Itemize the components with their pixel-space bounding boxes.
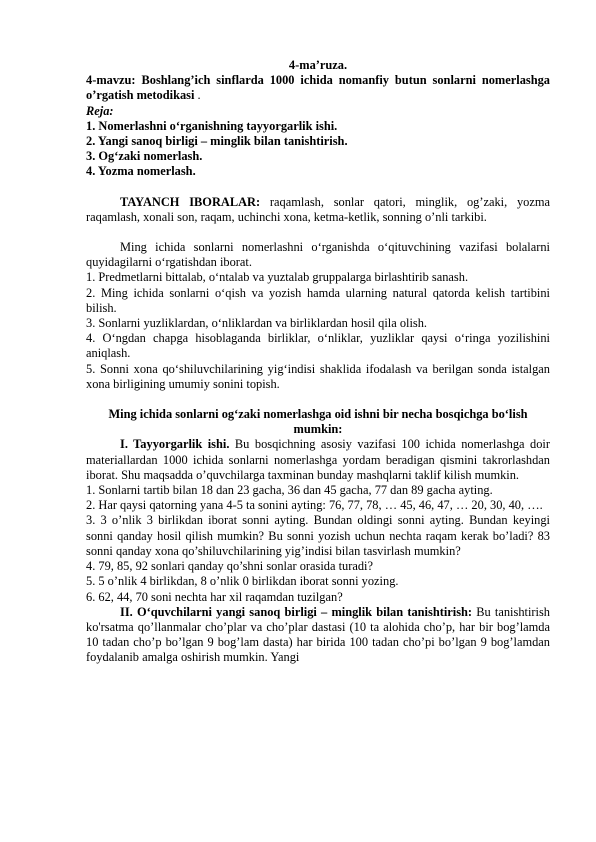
lecture-title: 4-ma’ruza.	[288, 58, 348, 72]
stage2-text: Bu tanishtirish ko'rsatma qo’llanmalar cho’plar va cho’plar dastasi (10 ta alohida cho’p, har bir bog’lamda 10 tadan cho’p bo’lgan 9 bog’lam dasta) har birida 100 tadan cho’pi bo’lgan 9 bog’lamdan foydalanib amalga oshirish mumkin. Yangi	[86, 604, 550, 665]
spacer	[86, 225, 550, 240]
tasks-intro: Ming ichida sonlarni nomerlashni o‘rganishda o‘qituvchining vazifasi bolalarni quyidagilarni o‘rgatishdan iborat.	[86, 240, 550, 270]
stage2-paragraph	[86, 605, 550, 666]
stage1-item: 3. 3 o’nlik 3 birlikdan iborat sonni ayting. Bundan oldingi sonni ayting. Bundan keyingi sonni qanday hosil qilish mumkin? Bu sonni yozish uchun nechta raqam kerak bo’ladi? 83 sonni qanday xona qo’shiluvchilarining yig’indisi bilan tasvirlash mumkin?	[86, 513, 550, 558]
topic-tail: .	[194, 88, 201, 103]
stage1-item: 6. 62, 44, 70 soni nechta har xil raqamdan tuzilgan?	[86, 589, 343, 604]
topic-label: 4-mavzu:	[86, 73, 136, 88]
stage1-item: 2. Har qaysi qatorning yana 4-5 ta sonini ayting: 76, 77, 78, … 45, 46, 47, … 20, 30, 40, ….	[86, 498, 543, 513]
stage1-label: I. Tayyorgarlik ishi.	[120, 437, 230, 452]
stage1-item: 4. 79, 85, 92 sonlari qanday qo’shni sonlar orasida turadi?	[86, 559, 373, 574]
topic-text: Boshlang’ich sinflarda 1000 ichida nomanfiy butun sonlarni nomerlashga o’rgatish metodikasi	[86, 73, 550, 103]
task-item: 1. Predmetlarni bittalab, o‘ntalab va yuztalab gruppalarga birlashtirib sanash.	[86, 270, 469, 285]
task-item: 4. O‘ngdan chapga hisoblaganda birliklar, o‘nliklar, yuzliklar qaysi o‘ringa yozilishini aniqlash.	[86, 331, 550, 361]
plan-item: 3. Og‘zaki nomerlash.	[86, 149, 203, 164]
topic-line	[86, 73, 550, 103]
stages-heading: Ming ichida sonlarni og‘zaki nomerlashga oid ishni bir necha bosqichga bo‘lish mumkin:	[108, 407, 528, 437]
keywords-text: raqamlash, sonlar qatori, minglik, og’zaki, yozma raqamlash, xonali son, raqam, uchinchi xona, ketma-ketlik, sonning o’nli tarkibi.	[86, 194, 551, 224]
keywords-label: TAYANCH IBORALAR:	[120, 194, 261, 209]
task-item: 3. Sonlarni yuzliklardan, o‘nliklardan va birliklardan hosil qila olish.	[86, 316, 428, 331]
stage1-item: 1. Sonlarni tartib bilan 18 dan 23 gacha, 36 dan 45 gacha, 77 dan 89 gacha ayting.	[86, 483, 493, 498]
task-item: 5. Sonni xona qo‘shiluvchilarining yig‘indisi shaklida ifodalash va berilgan sonda istalgan xona birligining umumiy sonini topish.	[86, 361, 550, 391]
plan-item: 1. Nomerlashni o‘rganishning tayyorgarlik ishi.	[86, 118, 338, 133]
plan-label: Reja:	[86, 103, 114, 118]
keywords-paragraph	[86, 195, 550, 225]
plan-item: 2. Yangi sanoq birligi – minglik bilan tanishtirish.	[86, 134, 348, 149]
stage1-paragraph	[86, 437, 550, 483]
task-item: 2. Ming ichida sonlarni o‘qish va yozish hamda ularning natural qatorda kelish tartibini bilish.	[86, 285, 550, 315]
spacer	[86, 392, 550, 407]
plan-item: 4. Yozma nomerlash.	[86, 164, 196, 179]
stage1-item: 5. 5 o’nlik 4 birlikdan, 8 o’nlik 0 birlikdan iborat sonni yozing.	[86, 574, 399, 589]
stage1-text: Bu bosqichning asosiy vazifasi 100 ichida nomerlashga doir materiallardan 1000 ichida sonlarni nomerlashga yordam beradigan qismini takrorlashdan iborat. Shu maqsadda o’quvchilarga taxminan bunday mashqlarni taklif kilish mumkin.	[86, 437, 550, 482]
stage2-label: II. O‘quvchilarni yangi sanoq birligi – minglik bilan tanishtirish:	[120, 604, 473, 619]
spacer	[86, 180, 550, 195]
